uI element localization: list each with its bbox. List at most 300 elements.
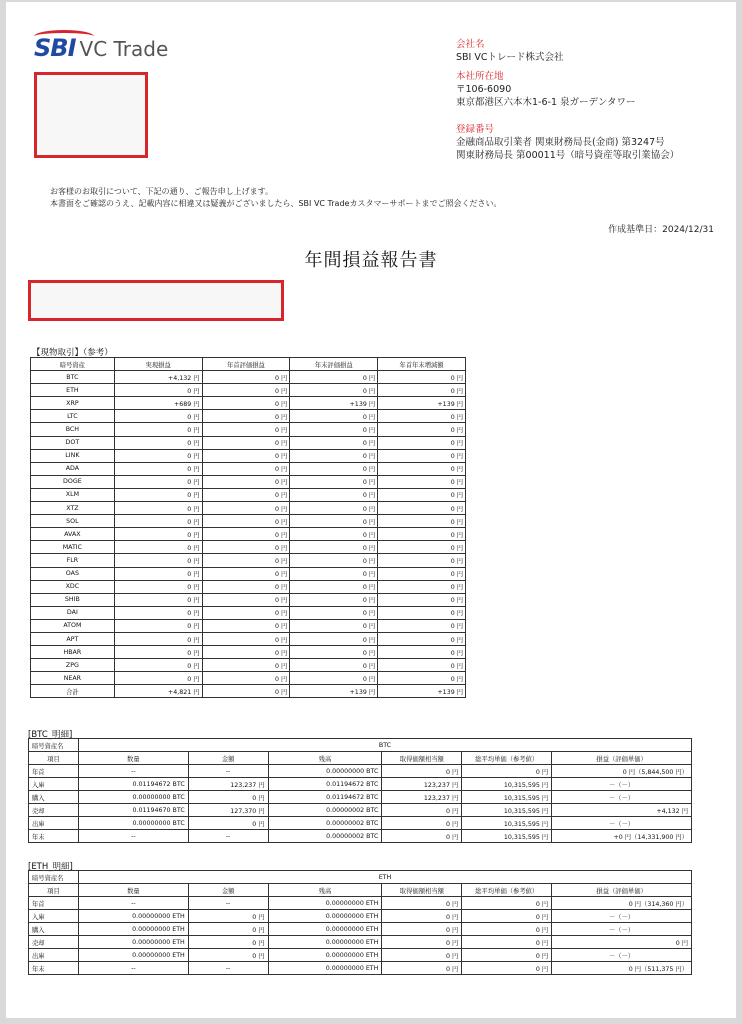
item-label-cell: 出庫 (29, 817, 79, 830)
value-cell: 0 円 (202, 423, 290, 436)
detail-value-cell: 0 円 (382, 804, 462, 817)
detail-value-cell: 0.00000000 ETH (268, 910, 382, 923)
redacted-recipient-box (34, 72, 148, 158)
address-label: 本社所在地 (456, 71, 504, 82)
detail-value-cell: 0.00000000 BTC (78, 817, 188, 830)
spot-header-cell: 年首評価損益 (202, 358, 290, 371)
asset-name-cell: SHIB (31, 593, 115, 606)
value-cell: 0 円 (202, 449, 290, 462)
detail-value-cell: 127,370 円 (188, 804, 268, 817)
asset-name-cell: ADA (31, 462, 115, 475)
item-label-cell: 購入 (29, 923, 79, 936)
asset-name-cell: AVAX (31, 528, 115, 541)
detail-value-cell: 0.01194670 BTC (78, 804, 188, 817)
detail-table-row (29, 910, 692, 923)
asset-name-cell: XTZ (31, 502, 115, 515)
detail-table-row (29, 765, 692, 778)
value-cell: 0 円 (202, 462, 290, 475)
logo-vc-trade-text: VC Trade (79, 37, 169, 61)
value-cell: 0 円 (202, 567, 290, 580)
value-cell: 0 円 (290, 384, 378, 397)
value-cell: 0 円 (378, 423, 466, 436)
spot-table-row (31, 515, 466, 528)
detail-value-cell: 0 円 (382, 936, 462, 949)
detail-value-cell: 0 円 (188, 949, 268, 962)
value-cell: 0 円 (290, 619, 378, 632)
value-cell: 0 円 (378, 410, 466, 423)
value-cell: 0 円 (202, 554, 290, 567)
value-cell: 0 円 (290, 436, 378, 449)
detail-value-cell: 0 円 (552, 936, 692, 949)
detail-value-cell: 0 円 (462, 765, 552, 778)
value-cell: 0 円 (290, 528, 378, 541)
asset-name-cell: ETH (31, 384, 115, 397)
spot-table-row (31, 462, 466, 475)
spot-table-row (31, 449, 466, 462)
value-cell: 0 円 (114, 672, 202, 685)
value-cell: 0 円 (114, 502, 202, 515)
detail-header-cell: 取得価額相当額 (382, 752, 462, 765)
value-cell: 0 円 (202, 593, 290, 606)
value-cell: 0 円 (290, 462, 378, 475)
detail-value-cell: 0 円 (188, 910, 268, 923)
detail-value-cell: 0.00000000 ETH (78, 936, 188, 949)
asset-name-cell: BCH (31, 423, 115, 436)
company-name: SBI VCトレード株式会社 (456, 52, 564, 63)
value-cell: 0 円 (202, 659, 290, 672)
spot-header-cell: 暗号資産 (31, 358, 115, 371)
detail-table-row (29, 962, 692, 975)
detail-value-cell: 0 円 (382, 817, 462, 830)
eth-section-title: [ETH_明細] (28, 862, 73, 872)
spot-table-row (31, 646, 466, 659)
report-page (6, 2, 736, 1018)
asset-name-cell: LINK (31, 449, 115, 462)
detail-value-cell: +4,132 円 (552, 804, 692, 817)
detail-value-cell: 0 円 (382, 765, 462, 778)
value-cell: 0 円 (202, 475, 290, 488)
asset-name-cell: ATOM (31, 619, 115, 632)
detail-value-cell: -- (188, 962, 268, 975)
value-cell: 0 円 (290, 488, 378, 501)
detail-value-cell: +0 円（14,331,900 円） (552, 830, 692, 843)
value-cell: 0 円 (202, 672, 290, 685)
detail-value-cell: 0.00000000 ETH (78, 910, 188, 923)
redacted-name-box (28, 280, 284, 321)
value-cell: 0 円 (114, 475, 202, 488)
spot-table-row (31, 423, 466, 436)
value-cell: 0 円 (114, 541, 202, 554)
creation-date: 作成基準日：2024/12/31 (608, 225, 714, 235)
asset-name-cell: DAI (31, 606, 115, 619)
spot-table-row (31, 672, 466, 685)
spot-table-row (31, 619, 466, 632)
detail-value-cell: 0 円 (462, 949, 552, 962)
value-cell: 0 円 (290, 541, 378, 554)
value-cell: 0 円 (202, 384, 290, 397)
btc-asset-row (29, 739, 692, 752)
detail-value-cell: 0.01194672 BTC (268, 778, 382, 791)
intro-line-2: 本書面をご確認のうえ、記載内容に相違又は疑義がございましたら、SBI VC Tradeカスタマーサポートまでご照会ください。 (50, 199, 502, 208)
value-cell: 0 円 (114, 646, 202, 659)
asset-name-cell: HBAR (31, 646, 115, 659)
spot-table-row (31, 580, 466, 593)
detail-value-cell: 0.00000000 ETH (268, 936, 382, 949)
intro-line-1: お客様のお取引について、下記の通り、ご報告申し上げます。 (50, 187, 274, 196)
asset-name-cell: SOL (31, 515, 115, 528)
value-cell: 0 円 (114, 462, 202, 475)
detail-table-row (29, 778, 692, 791)
value-cell: 0 円 (114, 436, 202, 449)
value-cell: 0 円 (378, 371, 466, 384)
registration-line-2: 関東財務局長 第00011号（暗号資産等取引業協会） (456, 150, 680, 161)
sbi-vc-trade-logo (34, 36, 168, 60)
detail-value-cell: －（－） (552, 910, 692, 923)
value-cell: 0 円 (114, 488, 202, 501)
detail-value-cell: -- (78, 897, 188, 910)
address: 東京都港区六本木1-6-1 泉ガーデンタワー (456, 97, 636, 108)
asset-name-cell: XRP (31, 397, 115, 410)
value-cell: 0 円 (114, 384, 202, 397)
value-cell: 0 円 (114, 410, 202, 423)
asset-name-label: 暗号資産名 (29, 739, 79, 752)
detail-header-cell: 取得価額相当額 (382, 884, 462, 897)
detail-value-cell: 123,237 円 (188, 778, 268, 791)
detail-value-cell: 10,315,595 円 (462, 804, 552, 817)
detail-value-cell: 0.00000000 BTC (78, 791, 188, 804)
value-cell: 0 円 (290, 593, 378, 606)
detail-value-cell: -- (78, 830, 188, 843)
value-cell: 0 円 (114, 554, 202, 567)
value-cell: 0 円 (290, 410, 378, 423)
value-cell: 0 円 (290, 554, 378, 567)
detail-value-cell: 10,315,595 円 (462, 830, 552, 843)
asset-name-cell: XDC (31, 580, 115, 593)
asset-name-cell: NEAR (31, 672, 115, 685)
detail-value-cell: 0 円（511,375 円） (552, 962, 692, 975)
btc-detail-table (28, 738, 692, 843)
value-cell: 0 円 (378, 672, 466, 685)
spot-table-row (31, 593, 466, 606)
detail-value-cell: 0 円 (382, 897, 462, 910)
value-cell: 0 円 (290, 475, 378, 488)
value-cell: 0 円 (290, 646, 378, 659)
value-cell: 0 円 (290, 672, 378, 685)
item-label-cell: 購入 (29, 791, 79, 804)
asset-name-label: 暗号資産名 (29, 871, 79, 884)
detail-header-cell: 項目 (29, 884, 79, 897)
asset-name-cell: FLR (31, 554, 115, 567)
detail-header-cell: 数量 (78, 884, 188, 897)
btc-section-title: [BTC_明細] (28, 730, 73, 740)
detail-table-row (29, 791, 692, 804)
item-label-cell: 年首 (29, 765, 79, 778)
detail-value-cell: 0 円 (188, 791, 268, 804)
spot-table-row (31, 554, 466, 567)
spot-table-row (31, 397, 466, 410)
detail-value-cell: 10,315,595 円 (462, 817, 552, 830)
value-cell: 0 円 (202, 410, 290, 423)
asset-name-cell: MATIC (31, 541, 115, 554)
detail-value-cell: 0 円 (462, 936, 552, 949)
asset-name-cell: OAS (31, 567, 115, 580)
value-cell: 0 円 (378, 462, 466, 475)
total-label-cell: 合計 (31, 685, 115, 698)
value-cell: 0 円 (290, 423, 378, 436)
value-cell: 0 円 (378, 567, 466, 580)
spot-table-row (31, 475, 466, 488)
detail-value-cell: 0 円 (188, 923, 268, 936)
detail-header-cell: 損益（評価単価） (552, 884, 692, 897)
detail-table-row (29, 817, 692, 830)
total-value-cell: +139 円 (290, 685, 378, 698)
detail-value-cell: 0.00000000 ETH (78, 949, 188, 962)
total-value-cell: 0 円 (202, 685, 290, 698)
value-cell: 0 円 (290, 659, 378, 672)
detail-value-cell: 0 円（5,844,500 円） (552, 765, 692, 778)
total-value-cell: +4,821 円 (114, 685, 202, 698)
detail-value-cell: 0 円 (382, 962, 462, 975)
postal-code: 〒106-6090 (456, 84, 512, 95)
detail-value-cell: -- (188, 830, 268, 843)
detail-value-cell: 0.00000002 BTC (268, 830, 382, 843)
value-cell: +139 円 (290, 397, 378, 410)
detail-value-cell: -- (78, 962, 188, 975)
value-cell: 0 円 (378, 646, 466, 659)
detail-value-cell: -- (188, 765, 268, 778)
value-cell: 0 円 (114, 580, 202, 593)
value-cell: 0 円 (202, 619, 290, 632)
value-cell: 0 円 (290, 515, 378, 528)
detail-value-cell: 10,315,595 円 (462, 791, 552, 804)
value-cell: 0 円 (114, 423, 202, 436)
detail-value-cell: 0.00000000 ETH (268, 897, 382, 910)
value-cell: 0 円 (114, 619, 202, 632)
detail-value-cell: 0.01194672 BTC (268, 791, 382, 804)
detail-value-cell: 0 円 (462, 923, 552, 936)
asset-name-cell: DOGE (31, 475, 115, 488)
item-label-cell: 年首 (29, 897, 79, 910)
detail-value-cell: -- (188, 897, 268, 910)
detail-value-cell: 0 円 (188, 817, 268, 830)
detail-value-cell: -- (78, 765, 188, 778)
value-cell: 0 円 (202, 436, 290, 449)
detail-table-row (29, 830, 692, 843)
spot-section-title: 【現物取引】（参考） (32, 348, 113, 358)
asset-name-cell: BTC (31, 371, 115, 384)
logo-swoosh-icon (34, 30, 94, 43)
spot-total-row (31, 685, 466, 698)
value-cell: 0 円 (202, 397, 290, 410)
detail-header-cell: 残高 (268, 884, 382, 897)
detail-header-cell: 金額 (188, 884, 268, 897)
value-cell: 0 円 (202, 541, 290, 554)
eth-asset-row (29, 871, 692, 884)
detail-value-cell: 0 円 (382, 923, 462, 936)
value-cell: 0 円 (290, 632, 378, 645)
detail-value-cell: －（－） (552, 817, 692, 830)
value-cell: 0 円 (290, 371, 378, 384)
value-cell: 0 円 (114, 567, 202, 580)
spot-table-row (31, 528, 466, 541)
value-cell: 0 円 (114, 449, 202, 462)
value-cell: 0 円 (378, 528, 466, 541)
value-cell: 0 円 (202, 606, 290, 619)
item-label-cell: 年末 (29, 830, 79, 843)
value-cell: 0 円 (202, 632, 290, 645)
eth-detail-table (28, 870, 692, 975)
value-cell: 0 円 (114, 593, 202, 606)
detail-value-cell: －（－） (552, 923, 692, 936)
detail-value-cell: 0.00000000 ETH (78, 923, 188, 936)
detail-value-cell: 0.00000000 ETH (268, 949, 382, 962)
registration-line-1: 金融商品取引業者 関東財務局長(金商) 第3247号 (456, 137, 665, 148)
item-label-cell: 入庫 (29, 910, 79, 923)
company-name-label: 会社名 (456, 39, 485, 50)
detail-value-cell: 0.00000000 ETH (268, 923, 382, 936)
asset-name-value: ETH (78, 871, 691, 884)
eth-header-row (29, 884, 692, 897)
detail-header-cell: 数量 (78, 752, 188, 765)
value-cell: 0 円 (378, 475, 466, 488)
report-title: 年間損益報告書 (304, 250, 438, 271)
value-cell: 0 円 (378, 606, 466, 619)
intro-text (50, 186, 501, 210)
spot-table-row (31, 606, 466, 619)
value-cell: 0 円 (378, 515, 466, 528)
value-cell: 0 円 (114, 632, 202, 645)
detail-table-row (29, 897, 692, 910)
detail-header-cell: 総平均単価（参考値） (462, 752, 552, 765)
detail-table-row (29, 936, 692, 949)
detail-value-cell: 0.00000002 BTC (268, 817, 382, 830)
value-cell: 0 円 (202, 371, 290, 384)
value-cell: 0 円 (114, 528, 202, 541)
spot-table (30, 357, 466, 698)
detail-value-cell: 0.00000000 ETH (268, 962, 382, 975)
detail-value-cell: 0 円 (382, 910, 462, 923)
value-cell: 0 円 (378, 436, 466, 449)
spot-header-cell: 年末評価損益 (290, 358, 378, 371)
detail-value-cell: －（－） (552, 791, 692, 804)
detail-header-cell: 項目 (29, 752, 79, 765)
value-cell: 0 円 (202, 580, 290, 593)
value-cell: 0 円 (290, 606, 378, 619)
asset-name-cell: LTC (31, 410, 115, 423)
company-info (456, 38, 679, 162)
detail-value-cell: 0 円 (188, 936, 268, 949)
value-cell: 0 円 (114, 606, 202, 619)
btc-header-row (29, 752, 692, 765)
spot-table-row (31, 632, 466, 645)
value-cell: 0 円 (290, 580, 378, 593)
value-cell: 0 円 (202, 646, 290, 659)
asset-name-value: BTC (78, 739, 691, 752)
asset-name-cell: DOT (31, 436, 115, 449)
detail-table-row (29, 923, 692, 936)
value-cell: 0 円 (114, 515, 202, 528)
spot-table-row (31, 436, 466, 449)
value-cell: 0 円 (114, 659, 202, 672)
item-label-cell: 入庫 (29, 778, 79, 791)
asset-name-cell: ZPG (31, 659, 115, 672)
detail-table-row (29, 949, 692, 962)
item-label-cell: 年末 (29, 962, 79, 975)
value-cell: 0 円 (378, 449, 466, 462)
spot-header-cell: 年首年末増減額 (378, 358, 466, 371)
asset-name-cell: XLM (31, 488, 115, 501)
registration-label: 登録番号 (456, 124, 495, 135)
logo-sbi-text: SBI (34, 34, 76, 62)
item-label-cell: 売却 (29, 936, 79, 949)
detail-value-cell: 0.00000002 BTC (268, 804, 382, 817)
spot-header-cell: 実現損益 (114, 358, 202, 371)
spot-table-row (31, 502, 466, 515)
spot-table-row (31, 410, 466, 423)
value-cell: 0 円 (378, 632, 466, 645)
detail-table-row (29, 804, 692, 817)
value-cell: +4,132 円 (114, 371, 202, 384)
detail-value-cell: 123,237 円 (382, 791, 462, 804)
value-cell: 0 円 (202, 515, 290, 528)
spot-table-row (31, 567, 466, 580)
spot-table-row (31, 659, 466, 672)
value-cell: 0 円 (378, 384, 466, 397)
detail-value-cell: 0.01194672 BTC (78, 778, 188, 791)
value-cell: 0 円 (378, 580, 466, 593)
item-label-cell: 売却 (29, 804, 79, 817)
detail-value-cell: 0 円 (382, 949, 462, 962)
value-cell: 0 円 (378, 554, 466, 567)
detail-value-cell: 123,237 円 (382, 778, 462, 791)
value-cell: 0 円 (202, 488, 290, 501)
value-cell: 0 円 (378, 488, 466, 501)
detail-value-cell: 0 円 (462, 897, 552, 910)
detail-header-cell: 金額 (188, 752, 268, 765)
value-cell: 0 円 (202, 528, 290, 541)
detail-header-cell: 総平均単価（参考値） (462, 884, 552, 897)
detail-value-cell: 0 円 (382, 830, 462, 843)
value-cell: 0 円 (378, 659, 466, 672)
total-value-cell: +139 円 (378, 685, 466, 698)
detail-value-cell: －（－） (552, 949, 692, 962)
value-cell: 0 円 (378, 619, 466, 632)
spot-table-row (31, 541, 466, 554)
spot-table-row (31, 384, 466, 397)
detail-value-cell: －（－） (552, 778, 692, 791)
value-cell: 0 円 (290, 449, 378, 462)
detail-header-cell: 損益（評価単価） (552, 752, 692, 765)
detail-header-cell: 残高 (268, 752, 382, 765)
value-cell: +689 円 (114, 397, 202, 410)
value-cell: 0 円 (290, 567, 378, 580)
detail-value-cell: 0 円 (462, 910, 552, 923)
detail-value-cell: 10,315,595 円 (462, 778, 552, 791)
value-cell: 0 円 (378, 502, 466, 515)
item-label-cell: 出庫 (29, 949, 79, 962)
value-cell: 0 円 (378, 593, 466, 606)
spot-table-row (31, 371, 466, 384)
spot-table-row (31, 488, 466, 501)
detail-value-cell: 0.00000000 BTC (268, 765, 382, 778)
value-cell: 0 円 (290, 502, 378, 515)
value-cell: 0 円 (202, 502, 290, 515)
detail-value-cell: 0 円 (462, 962, 552, 975)
asset-name-cell: APT (31, 632, 115, 645)
value-cell: +139 円 (378, 397, 466, 410)
value-cell: 0 円 (378, 541, 466, 554)
detail-value-cell: 0 円（314,360 円） (552, 897, 692, 910)
